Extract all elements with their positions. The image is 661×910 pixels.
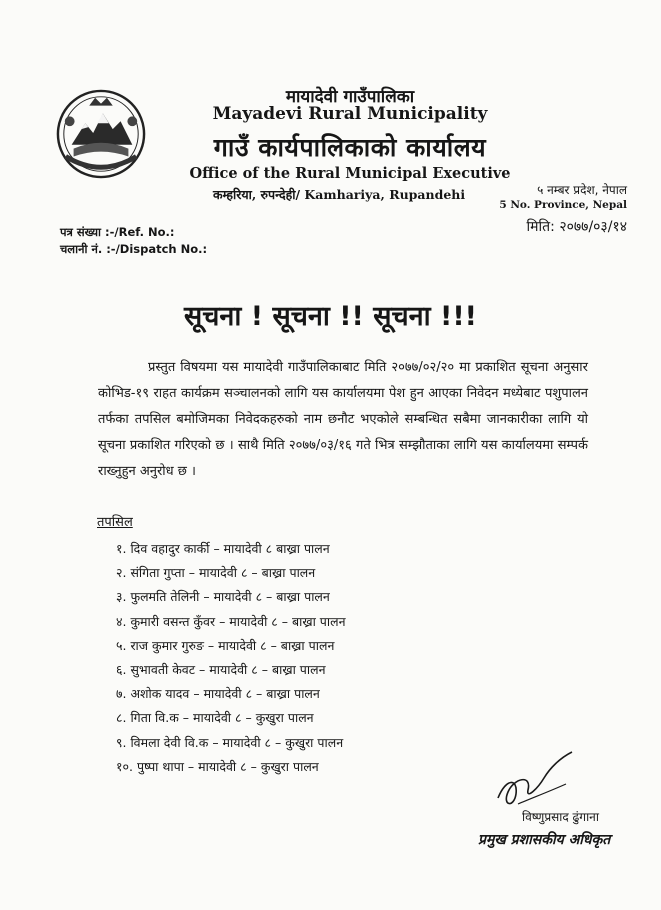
- dispatch-number-label: चलानी नं. :-/Dispatch No.:: [60, 242, 208, 256]
- office-name-np: गाउँ कार्यपालिकाको कार्यालय: [213, 133, 487, 162]
- list-item: ३. फुलमति तेलिनी – मायादेवी ८ – बाख्रा पालन: [116, 589, 330, 605]
- province-en: 5 No. Province, Nepal: [499, 199, 627, 211]
- ref-number-label: पत्र संख्या :-/Ref. No.:: [60, 225, 175, 239]
- nepal-emblem-icon: [52, 88, 150, 180]
- list-item: १. दिव वहादुर कार्की – मायादेवी ८ बाख्रा पालन: [116, 541, 330, 556]
- municipality-name-en: Mayadevi Rural Municipality: [212, 104, 488, 124]
- list-item: १०. पुष्पा थापा – मायादेवी ८ – कुखुरा पालन: [116, 758, 319, 774]
- notice-date: मिति: २०७७/०३/१४: [526, 219, 627, 235]
- notice-title: सूचना ! सूचना !! सूचना !!!: [183, 301, 477, 332]
- office-address: कम्हरिया, रुपन्देही/ Kamhariya, Rupandehi: [213, 187, 466, 202]
- signatory-title: प्रमुख प्रशासकीय अधिकृत: [478, 832, 611, 848]
- list-item: ९. विमला देवी वि.क – मायादेवी ८ – कुखुरा पालन: [116, 734, 344, 750]
- notice-body: प्रस्तुत विषयमा यस मायादेवी गाउँपालिकाबाट मिति २०७७/०२/२० मा प्रकाशित सूचना अनुसार कोभिड-१९ राहत कार्यक्रम सञ्चालनको लागि यस कार्यालयमा पेश हुन आएका निवेदन मध्येबाट पशुपालन तर्फका तपसिल बमोजिमका निवेदकहरुको नाम छनौट भएकोले सम्बन्धित सबैमा जानकारीका लागि यो सूचना प्रकाशित गरिएको छ । साथै मिति २०७७/०३/१६ गते भित्र सम्झौताका लागि यस कार्यालयमा सम्पर्क राख्नुहुन अनुरोध छ ।: [98, 360, 588, 479]
- list-item: ४. कुमारी वसन्त कुँवर – मायादेवी ८ – बाख्रा पालन: [116, 613, 346, 629]
- signatory-name: विष्णुप्रसाद ढुंगाना: [522, 810, 599, 824]
- list-item: ८. गिता वि.क – मायादेवी ८ – कुखुरा पालन: [116, 710, 314, 726]
- list-item: ६. सुभावती केवट – मायादेवी ८ – बाख्रा पालन: [116, 661, 326, 677]
- province-np: ५ नम्बर प्रदेश, नेपाल: [537, 183, 627, 197]
- municipality-name-np: मायादेवी गाउँपालिका: [285, 87, 415, 107]
- list-item: ५. राज कुमार गुरुङ – मायादेवी ८ – बाख्रा पालन: [116, 637, 335, 653]
- list-item: ७. अशोक यादव – मायादेवी ८ – बाख्रा पालन: [116, 686, 320, 702]
- office-name-en: Office of the Rural Municipal Executive: [189, 165, 511, 182]
- beneficiary-list: [116, 537, 346, 779]
- list-heading: तपसिल: [97, 515, 133, 530]
- list-item: २. संगिता गुप्ता – मायादेवी ८ – बाख्रा पालन: [116, 565, 316, 581]
